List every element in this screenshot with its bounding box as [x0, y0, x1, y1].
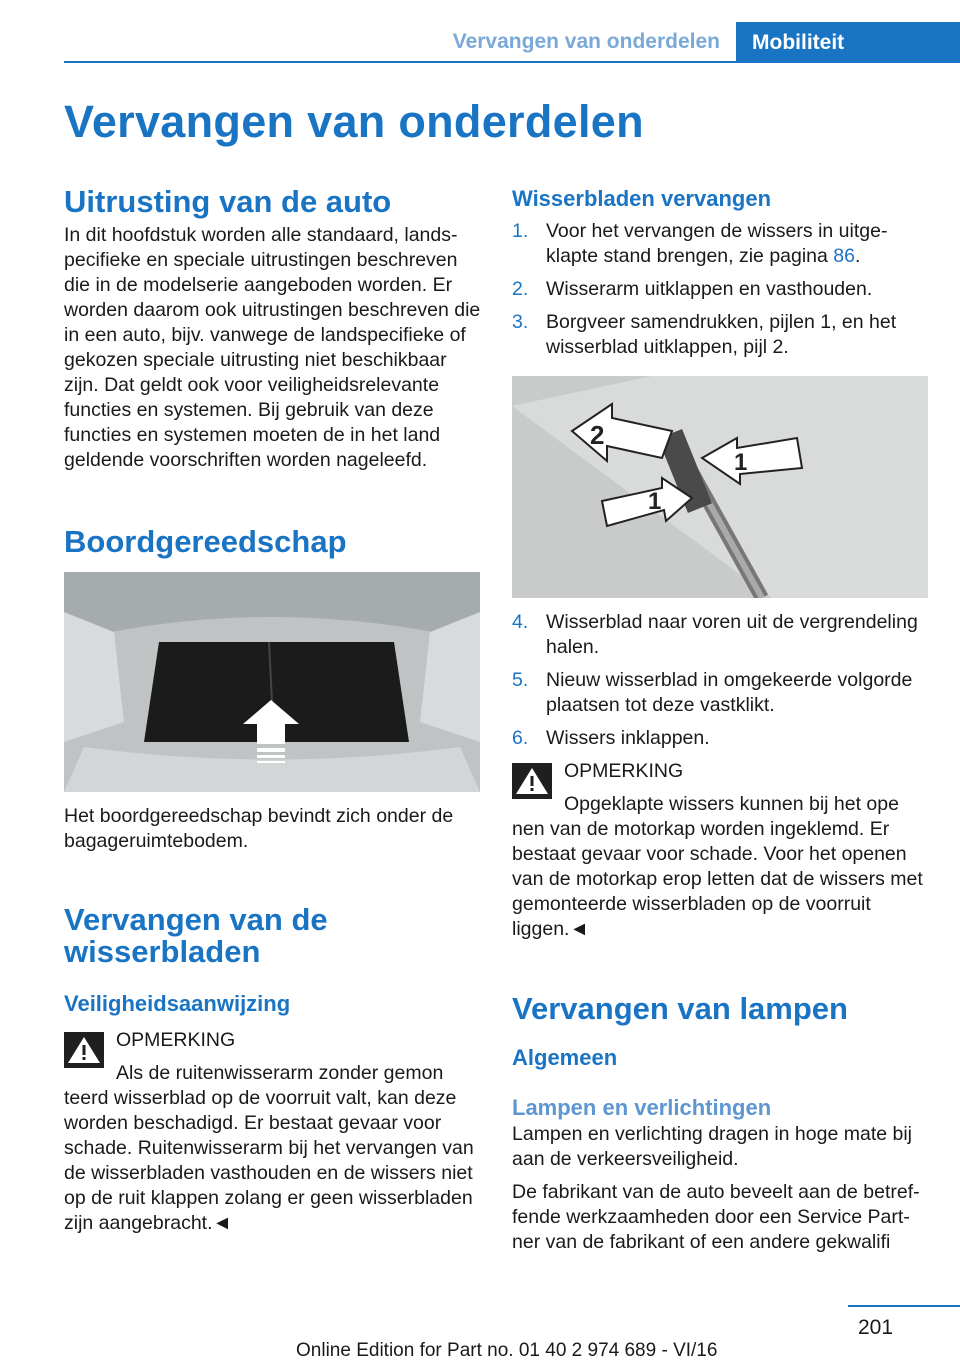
warning-text: teerd wisserblad op de voorruit valt, kan deze worden beschadigd. Er bestaat gevaar voor schade. Ruitenwisserarm bij het vervangen van de wisserbladen vasthouden en de wissers niet op de ruit klappen zolang er geen wisserbladen zijn aangebracht.◄ [64, 1087, 474, 1234]
list-item [512, 310, 930, 360]
warning-text-first: Opgeklapte wissers kunnen bij het ope [564, 793, 899, 815]
warning-box [512, 759, 930, 942]
list-item [512, 726, 930, 751]
wiper-heading: Vervangen van de wisserbladen [64, 902, 328, 969]
equipment-heading: Uitrusting van de auto [64, 184, 392, 219]
warning-icon [512, 763, 552, 799]
footer-rule [848, 1305, 960, 1307]
warning-box [64, 1028, 482, 1236]
step-number: 4. [512, 611, 529, 633]
warning-text: nen van de motorkap worden ingeklemd. Er bestaat gevaar voor schade. Voor het openen van de motorkap erop letten dat de wissers met gemonteerde wisserbladen op de voorruit liggen.◄ [512, 818, 923, 940]
tools-heading: Boordgereedschap [64, 524, 347, 559]
lights-heading: Lampen en verlichtingen [512, 1095, 772, 1120]
left-column [64, 185, 482, 1236]
general-heading: Algemeen [512, 1045, 618, 1070]
arrow-label: 1 [734, 449, 748, 476]
step-text: Wissers inklappen. [546, 727, 710, 749]
page-title: Vervangen van onderdelen [64, 96, 644, 147]
step-tail: . [855, 245, 861, 267]
step-text: Borgveer samendrukken, pijlen 1, en het wisserblad uitklappen, pijl 2. [546, 311, 897, 358]
list-item [512, 610, 930, 660]
warning-title: OPMERKING [116, 1029, 236, 1051]
warning-text-first: Als de ruitenwisserarm zonder gemon [116, 1062, 444, 1084]
right-column [512, 185, 930, 1255]
list-item [512, 219, 930, 269]
running-header-section: Vervangen van onderdelen [452, 30, 720, 53]
lights-text-2: De fabrikant van de auto beveelt aan de betreffende werkzaamheden door een Service Partner van de fabrikant of een andere gekwalifi [512, 1181, 920, 1253]
arrow-label: 2 [590, 420, 605, 450]
wiper-figure [512, 376, 928, 598]
step-text: Wisserarm uitklappen en vasthouden. [546, 278, 873, 300]
lamps-heading: Vervangen van lampen [512, 991, 848, 1026]
header-rule [64, 61, 960, 63]
step-number: 6. [512, 727, 529, 749]
step-number: 2. [512, 278, 529, 300]
lights-text-1: Lampen en verlichting dragen in hoge mate bij aan de verkeersveiligheid. [512, 1123, 913, 1170]
tools-text: Het boordgereedschap bevindt zich onder de bagageruimtebodem. [64, 805, 454, 852]
equipment-text: In dit hoofdstuk worden alle standaard, landspecifieke en speciale uitrustingen beschreven die in de modelserie aangeboden worden. Er worden daarom ook uitrustingen beschreven die in een auto, bijv. vanwege de landspecifieke of gekozen speciale uitrusting niet beschikbaar zijn. Dat geldt ook voor veiligheidsrelevante functies en systemen. Bij gebruik van deze functies en systemen moeten de in het land geldende voorschriften worden nageleefd. [64, 224, 481, 471]
list-item [512, 668, 930, 718]
replace-heading: Wisserbladen vervangen [512, 186, 772, 211]
page-number: 201 [858, 1316, 894, 1339]
safety-heading: Veiligheidsaanwijzing [64, 991, 291, 1016]
list-item [512, 277, 930, 302]
step-text: Nieuw wisserblad in omgekeerde volgorde plaatsen tot deze vastklikt. [546, 669, 913, 716]
steps-list-a [512, 219, 930, 360]
step-number: 3. [512, 311, 529, 333]
trunk-figure [64, 572, 480, 792]
page-link[interactable]: 86 [833, 245, 855, 267]
arrow-label: 1 [648, 488, 662, 515]
step-number: 1. [512, 220, 529, 242]
edition-note: Online Edition for Part no. 01 40 2 974 689 - VI/16 [296, 1340, 718, 1361]
running-header-tab: Mobiliteit [736, 22, 960, 62]
steps-list-b [512, 610, 930, 751]
step-number: 5. [512, 669, 529, 691]
warning-icon [64, 1032, 104, 1068]
step-text: Wisserblad naar voren uit de vergrendeling halen. [546, 611, 918, 658]
step-text: Voor het vervangen de wissers in uitgeklapte stand brengen, zie pagina [546, 220, 888, 267]
warning-title: OPMERKING [564, 760, 684, 782]
